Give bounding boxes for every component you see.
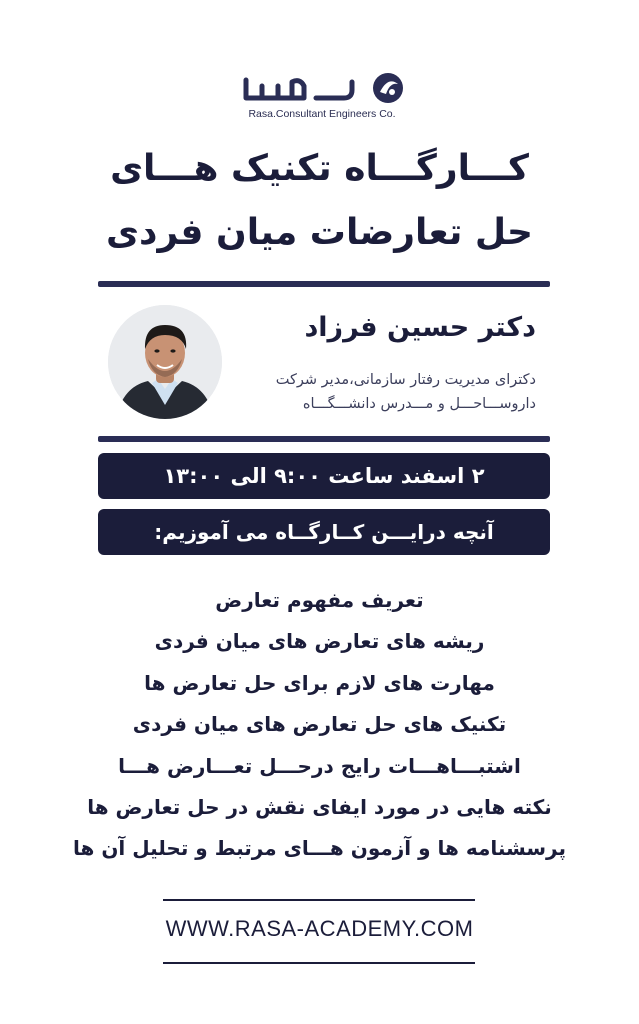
speaker-desc-line-1: دکترای مدیریت رفتار سازمانی،مدیر شرکت bbox=[275, 372, 536, 388]
footer-divider-top bbox=[163, 899, 475, 901]
topic-item: ریشه های تعارض های میان فردی bbox=[154, 629, 485, 654]
page-title-line-2: حل تعارضات میان فردی bbox=[106, 212, 533, 253]
rasa-logo-icon bbox=[240, 68, 410, 108]
topic-item: تعریف مفهوم تعارض bbox=[215, 588, 424, 612]
topic-item: مهارت های لازم برای حل تعارض ها bbox=[144, 670, 495, 695]
page-title-line-1: کـــارگـــاه تکنیک هـــای bbox=[110, 148, 529, 189]
topic-item: اشتبـــاهـــات رایج درحـــل تعـــارض هـــا bbox=[118, 753, 521, 778]
schedule-text: ۲ اسفند ساعت ۹:۰۰ الی ۱۳:۰۰ bbox=[163, 464, 485, 488]
topic-item: تکنیک های حل تعارض های میان فردی bbox=[132, 712, 507, 737]
topics-list bbox=[40, 580, 599, 870]
learn-heading-banner bbox=[98, 509, 550, 555]
logo-tagline: Rasa.Consultant Engineers Co. bbox=[248, 108, 396, 120]
divider-top bbox=[98, 281, 550, 287]
speaker-photo bbox=[108, 305, 222, 419]
brand-logo bbox=[232, 68, 412, 124]
website-link[interactable]: WWW.RASA-ACADEMY.COM bbox=[165, 916, 474, 941]
topic-item: پرسشنامه ها و آزمون هـــای مرتبط و تحلیل آن ها bbox=[73, 836, 566, 861]
divider-middle bbox=[98, 436, 550, 442]
speaker-name: دکتر حسین فرزاد bbox=[304, 312, 536, 343]
footer-divider-bottom bbox=[163, 962, 475, 964]
learn-heading-text: آنچه درایـــن کــارگــاه می آموزیم: bbox=[154, 520, 494, 544]
speaker-portrait-icon bbox=[108, 305, 222, 419]
speaker-description bbox=[236, 368, 536, 416]
topic-item: نکته هایی در مورد ایفای نقش در حل تعارض ها bbox=[87, 794, 552, 819]
speaker-desc-line-2: داروســـاحـــل و مـــدرس دانشـــگـــاه bbox=[302, 396, 536, 412]
schedule-banner bbox=[98, 453, 550, 499]
